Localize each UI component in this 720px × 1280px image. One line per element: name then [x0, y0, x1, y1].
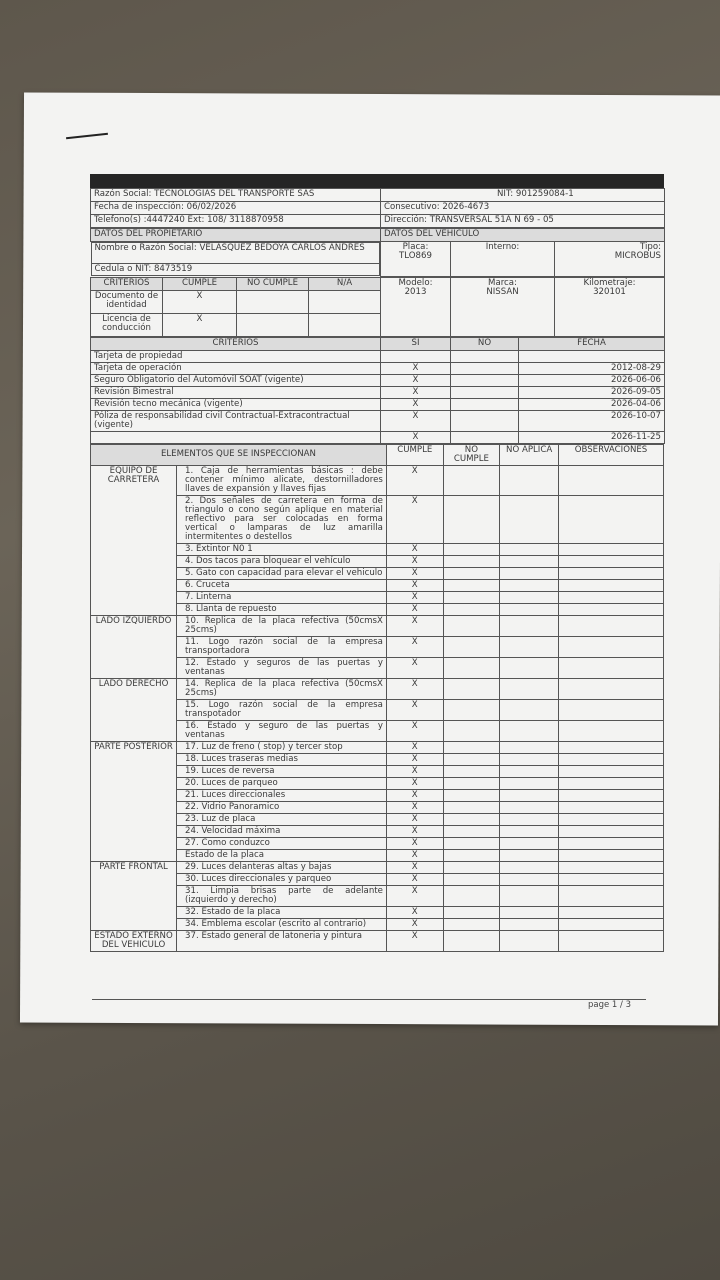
consecutivo: Consecutivo: 2026-4673 — [381, 202, 665, 215]
element-no-cumple — [443, 802, 500, 814]
criterio-fecha: 2012-08-29 — [519, 362, 665, 374]
element-observaciones — [559, 721, 664, 742]
nombre-propietario: Nombre o Razón Social: VELASQUEZ BEDOYA CARLOS ANDRES — [91, 242, 381, 264]
criterios-title: CRITERIOS — [91, 337, 381, 350]
table-row — [91, 657, 664, 678]
element-no-aplica — [500, 754, 559, 766]
criterio-row — [91, 398, 665, 410]
element-cumple: X — [386, 907, 443, 919]
element-no-cumple — [443, 657, 500, 678]
criterio-label: Tarjeta de operación — [91, 362, 381, 374]
table-row — [91, 754, 664, 766]
element-no-cumple — [443, 790, 500, 802]
element-observaciones — [559, 678, 664, 699]
element-text: 15. Logo razón social de la empresa transpotador — [177, 700, 387, 721]
criterio-row — [91, 386, 665, 398]
table-row — [91, 603, 664, 615]
element-observaciones — [559, 826, 664, 838]
element-text: 24. Velocidad máxima — [177, 826, 387, 838]
element-no-cumple — [443, 766, 500, 778]
table-row — [91, 802, 664, 814]
insp-header-cumple: CUMPLE — [386, 444, 443, 465]
element-text: 14. Replica de la placa refectiva (50cmsX 25cms) — [177, 678, 387, 699]
element-no-cumple — [443, 850, 500, 862]
element-cumple: X — [386, 555, 443, 567]
table-row — [91, 543, 664, 555]
element-no-aplica — [500, 778, 559, 790]
criterio-no — [451, 431, 519, 443]
element-text: 29. Luces delanteras altas y bajas — [177, 862, 387, 874]
element-observaciones — [559, 874, 664, 886]
element-text: Estado de la placa — [177, 850, 387, 862]
doc-header-no-cumple: NO CUMPLE — [237, 277, 309, 290]
table-row — [91, 874, 664, 886]
table-row — [91, 721, 664, 742]
element-observaciones — [559, 465, 664, 495]
element-text: 2. Dos señales de carretera en forma de triangulo o cono según aplique en material reflectivo para ser colocadas en forma vertical o lamparas de luz amarilla intermitentes o destellos — [177, 495, 387, 543]
insp-header-no-cumple: NO CUMPLE — [443, 444, 500, 465]
element-observaciones — [559, 919, 664, 931]
placa-label: Placa: — [402, 242, 429, 252]
element-no-aplica — [500, 907, 559, 919]
owner-vehicle-table — [90, 228, 665, 277]
element-cumple: X — [386, 636, 443, 657]
element-text: 34. Emblema escolar (escrito al contrario) — [177, 919, 387, 931]
element-no-aplica — [500, 579, 559, 591]
element-no-aplica — [500, 766, 559, 778]
table-row — [91, 862, 664, 874]
element-no-aplica — [500, 874, 559, 886]
criterio-fecha — [519, 350, 665, 362]
element-no-aplica — [500, 886, 559, 907]
datos-propietario-heading: DATOS DEL PROPIETARIO — [91, 229, 381, 242]
criterio-no — [451, 386, 519, 398]
element-cumple: X — [386, 919, 443, 931]
criterio-fecha: 2026-09-05 — [519, 386, 665, 398]
element-text: 4. Dos tacos para bloquear el vehículo — [177, 555, 387, 567]
section-name: PARTE FRONTAL — [91, 862, 177, 931]
fecha-inspeccion: Fecha de inspección: 06/02/2026 — [91, 202, 381, 215]
element-no-aplica — [500, 838, 559, 850]
criterio-row — [91, 362, 665, 374]
element-text: 37. Estado general de latoneria y pintura — [177, 931, 387, 952]
element-observaciones — [559, 495, 664, 543]
table-row — [91, 700, 664, 721]
section-name: LADO IZQUIERDO — [91, 615, 177, 678]
element-no-aplica — [500, 615, 559, 636]
doc-header-na: N/A — [309, 277, 381, 290]
element-text: 8. Llanta de repuesto — [177, 603, 387, 615]
element-no-aplica — [500, 850, 559, 862]
km-label: Kilometraje: — [583, 277, 636, 288]
table-row — [91, 778, 664, 790]
table-row — [91, 678, 664, 699]
element-no-cumple — [443, 543, 500, 555]
table-row — [91, 495, 664, 543]
element-no-aplica — [500, 678, 559, 699]
element-observaciones — [559, 615, 664, 636]
element-text: 19. Luces de reversa — [177, 766, 387, 778]
element-no-aplica — [500, 862, 559, 874]
element-no-aplica — [500, 742, 559, 754]
element-no-aplica — [500, 555, 559, 567]
element-cumple: X — [386, 802, 443, 814]
criterio-no — [451, 410, 519, 431]
element-cumple: X — [386, 778, 443, 790]
criterio-row — [91, 374, 665, 386]
criterio-no — [451, 398, 519, 410]
element-no-aplica — [500, 802, 559, 814]
element-cumple: X — [386, 495, 443, 543]
element-no-cumple — [443, 814, 500, 826]
element-no-cumple — [443, 495, 500, 543]
modelo-value: 2013 — [404, 286, 427, 297]
element-cumple: X — [386, 931, 443, 952]
element-cumple: X — [386, 700, 443, 721]
element-no-cumple — [443, 700, 500, 721]
element-text: 27. Como conduzco — [177, 838, 387, 850]
table-row — [91, 790, 664, 802]
element-cumple: X — [386, 721, 443, 742]
criterio-si: X — [381, 431, 451, 443]
element-text: 10. Replica de la placa refectiva (50cmsX 25cms) — [177, 615, 387, 636]
page-number: page 1 / 3 — [588, 1000, 632, 1010]
interno-label: Interno: — [451, 242, 555, 277]
table-row — [91, 591, 664, 603]
inspection-form — [90, 174, 664, 952]
cedula: Cedula o NIT: 8473519 — [91, 264, 381, 276]
element-cumple: X — [386, 826, 443, 838]
nit: NIT: 901259084-1 — [381, 189, 665, 202]
header-table — [90, 188, 665, 228]
inspection-table — [90, 444, 664, 953]
criterio-si: X — [381, 386, 451, 398]
element-cumple: X — [386, 814, 443, 826]
table-row — [91, 886, 664, 907]
datos-vehiculo-heading: DATOS DEL VEHICULO — [381, 229, 665, 242]
element-no-cumple — [443, 874, 500, 886]
criterio-label — [91, 431, 381, 443]
element-no-cumple — [443, 636, 500, 657]
criterio-no — [451, 374, 519, 386]
criterio-fecha: 2026-11-25 — [519, 431, 665, 443]
element-no-cumple — [443, 862, 500, 874]
element-no-cumple — [443, 826, 500, 838]
criterio-no — [451, 362, 519, 374]
element-no-cumple — [443, 555, 500, 567]
element-observaciones — [559, 555, 664, 567]
table-row — [91, 636, 664, 657]
insp-header-observaciones: OBSERVACIONES — [559, 444, 664, 465]
element-no-cumple — [443, 678, 500, 699]
element-no-aplica — [500, 721, 559, 742]
element-no-cumple — [443, 931, 500, 952]
element-observaciones — [559, 931, 664, 952]
insp-header-elementos: ELEMENTOS QUE SE INSPECCIONAN — [91, 444, 387, 465]
criterio-fecha: 2026-04-06 — [519, 398, 665, 410]
criterio-label: Seguro Obligatorio del Automóvil SOAT (vigente) — [91, 374, 381, 386]
element-no-aplica — [500, 826, 559, 838]
section-name: ESTADO EXTERNO DEL VEHICULO — [91, 931, 177, 952]
element-no-aplica — [500, 700, 559, 721]
table-row — [91, 567, 664, 579]
criterio-label: Póliza de responsabilidad civil Contractual-Extracontractual (vigente) — [91, 410, 381, 431]
element-observaciones — [559, 579, 664, 591]
marca-value: NISSAN — [486, 286, 519, 297]
tipo-label: Tipo: — [640, 242, 662, 252]
element-no-aplica — [500, 636, 559, 657]
element-cumple: X — [386, 862, 443, 874]
element-observaciones — [559, 742, 664, 754]
tipo-value: MICROBUS — [614, 251, 662, 262]
element-text: 21. Luces direccionales — [177, 790, 387, 802]
criterio-label: Tarjeta de propiedad — [91, 350, 381, 362]
element-text: 30. Luces direccionales y parqueo — [177, 874, 387, 886]
element-text: 22. Vidrio Panoramico — [177, 802, 387, 814]
element-no-cumple — [443, 591, 500, 603]
element-no-aplica — [500, 465, 559, 495]
element-no-cumple — [443, 742, 500, 754]
doc-header-cumple: CUMPLE — [163, 277, 237, 290]
criterios-header-fecha: FECHA — [519, 337, 665, 350]
form-top-bar — [90, 174, 664, 188]
table-row — [91, 742, 664, 754]
element-text: 31. Limpia brisas parte de adelante (izquierdo y derecho) — [177, 886, 387, 907]
criterio-si: X — [381, 398, 451, 410]
element-cumple: X — [386, 591, 443, 603]
element-text: 23. Luz de placa — [177, 814, 387, 826]
doc-cumple: X — [163, 313, 237, 336]
element-cumple: X — [386, 850, 443, 862]
section-name: EQUIPO DE CARRETERA — [91, 465, 177, 615]
doc-na — [309, 313, 381, 336]
element-no-aplica — [500, 814, 559, 826]
element-text: 20. Luces de parqueo — [177, 778, 387, 790]
criterios-table — [90, 337, 665, 444]
element-cumple: X — [386, 465, 443, 495]
element-no-cumple — [443, 778, 500, 790]
element-text: 32. Estado de la placa — [177, 907, 387, 919]
element-cumple: X — [386, 579, 443, 591]
criterio-row — [91, 350, 665, 362]
section-name: PARTE POSTERIOR — [91, 742, 177, 862]
element-text: 16. Estado y seguro de las puertas y ventanas — [177, 721, 387, 742]
section-name: LADO DERECHO — [91, 678, 177, 741]
element-no-aplica — [500, 591, 559, 603]
element-observaciones — [559, 838, 664, 850]
element-no-aplica — [500, 790, 559, 802]
element-no-aplica — [500, 657, 559, 678]
element-cumple: X — [386, 543, 443, 555]
razon-social: Razón Social: TECNOLOGIAS DEL TRANSPORTE SAS — [91, 189, 381, 202]
criterio-si — [381, 350, 451, 362]
element-no-cumple — [443, 615, 500, 636]
element-no-aplica — [500, 919, 559, 931]
element-observaciones — [559, 657, 664, 678]
table-row — [91, 826, 664, 838]
table-row — [91, 579, 664, 591]
criterio-fecha: 2026-06-06 — [519, 374, 665, 386]
element-observaciones — [559, 790, 664, 802]
doc-criterio: Documento de identidad — [91, 290, 163, 313]
table-row — [91, 931, 664, 952]
table-row — [91, 465, 664, 495]
element-text: 5. Gato con capacidad para elevar el vehiculo — [177, 567, 387, 579]
element-no-aplica — [500, 931, 559, 952]
element-text: 3. Extintor N0 1 — [177, 543, 387, 555]
element-no-cumple — [443, 838, 500, 850]
insp-header-no-aplica: NO APLICA — [500, 444, 559, 465]
element-cumple: X — [386, 886, 443, 907]
table-row — [91, 850, 664, 862]
element-no-cumple — [443, 886, 500, 907]
element-observaciones — [559, 850, 664, 862]
element-observaciones — [559, 591, 664, 603]
criterio-si: X — [381, 362, 451, 374]
element-no-cumple — [443, 465, 500, 495]
element-no-cumple — [443, 603, 500, 615]
element-no-aplica — [500, 603, 559, 615]
element-no-aplica — [500, 495, 559, 543]
criterio-label: Revisión tecno mecánica (vigente) — [91, 398, 381, 410]
criterio-fecha: 2026-10-07 — [519, 410, 665, 431]
criterios-header-no: NO — [451, 337, 519, 350]
table-row — [91, 814, 664, 826]
element-cumple: X — [386, 754, 443, 766]
element-observaciones — [559, 778, 664, 790]
element-observaciones — [559, 754, 664, 766]
criterio-si: X — [381, 410, 451, 431]
table-row — [91, 766, 664, 778]
doc-no-cumple — [237, 290, 309, 313]
element-observaciones — [559, 603, 664, 615]
element-text: 1. Caja de herramientas básicas : debe contener mínimo alicate, destornilladores llaves de expansión y llaves fijas — [177, 465, 387, 495]
criterio-no — [451, 350, 519, 362]
element-observaciones — [559, 886, 664, 907]
criterio-label: Revisión Bimestral — [91, 386, 381, 398]
element-text: 11. Logo razón social de la empresa transportadora — [177, 636, 387, 657]
criterios-header-si: SI — [381, 337, 451, 350]
element-no-aplica — [500, 567, 559, 579]
element-text: 17. Luz de freno ( stop) y tercer stop — [177, 742, 387, 754]
table-row — [91, 555, 664, 567]
element-text: 7. Linterna — [177, 591, 387, 603]
element-cumple: X — [386, 567, 443, 579]
element-cumple: X — [386, 678, 443, 699]
element-observaciones — [559, 700, 664, 721]
element-observaciones — [559, 766, 664, 778]
element-observaciones — [559, 567, 664, 579]
element-no-cumple — [443, 754, 500, 766]
element-no-cumple — [443, 721, 500, 742]
element-text: 18. Luces traseras medias — [177, 754, 387, 766]
criterio-si: X — [381, 374, 451, 386]
element-observaciones — [559, 636, 664, 657]
element-cumple: X — [386, 790, 443, 802]
documents-table — [90, 277, 665, 337]
element-observaciones — [559, 543, 664, 555]
marca-label: Marca: — [488, 277, 517, 288]
element-cumple: X — [386, 874, 443, 886]
criterio-row — [91, 431, 665, 443]
element-observaciones — [559, 814, 664, 826]
modelo-label: Modelo: — [398, 277, 433, 288]
element-observaciones — [559, 802, 664, 814]
element-text: 12. Estado y seguros de las puertas y ventanas — [177, 657, 387, 678]
element-cumple: X — [386, 766, 443, 778]
criterio-row — [91, 410, 665, 431]
element-text: 6. Cruceta — [177, 579, 387, 591]
doc-cumple: X — [163, 290, 237, 313]
element-no-cumple — [443, 579, 500, 591]
element-observaciones — [559, 907, 664, 919]
element-cumple: X — [386, 838, 443, 850]
doc-criterio: Licencia de conducción — [91, 313, 163, 336]
doc-header-criterios: CRITERIOS — [91, 277, 163, 290]
km-value: 320101 — [593, 286, 626, 297]
table-row — [91, 919, 664, 931]
element-cumple: X — [386, 615, 443, 636]
element-no-cumple — [443, 907, 500, 919]
element-no-cumple — [443, 919, 500, 931]
table-row — [91, 838, 664, 850]
element-no-cumple — [443, 567, 500, 579]
footer-line — [92, 999, 646, 1000]
direccion: Dirección: TRANSVERSAL 51A N 69 - 05 — [381, 215, 665, 228]
placa-value: TLO869 — [399, 251, 432, 262]
telefono: Telefono(s) :4447240 Ext: 108/ 3118870958 — [91, 215, 381, 228]
element-cumple: X — [386, 657, 443, 678]
table-row — [91, 907, 664, 919]
doc-no-cumple — [237, 313, 309, 336]
table-row — [91, 615, 664, 636]
element-no-aplica — [500, 543, 559, 555]
element-observaciones — [559, 862, 664, 874]
doc-na — [309, 290, 381, 313]
element-cumple: X — [386, 742, 443, 754]
element-cumple: X — [386, 603, 443, 615]
